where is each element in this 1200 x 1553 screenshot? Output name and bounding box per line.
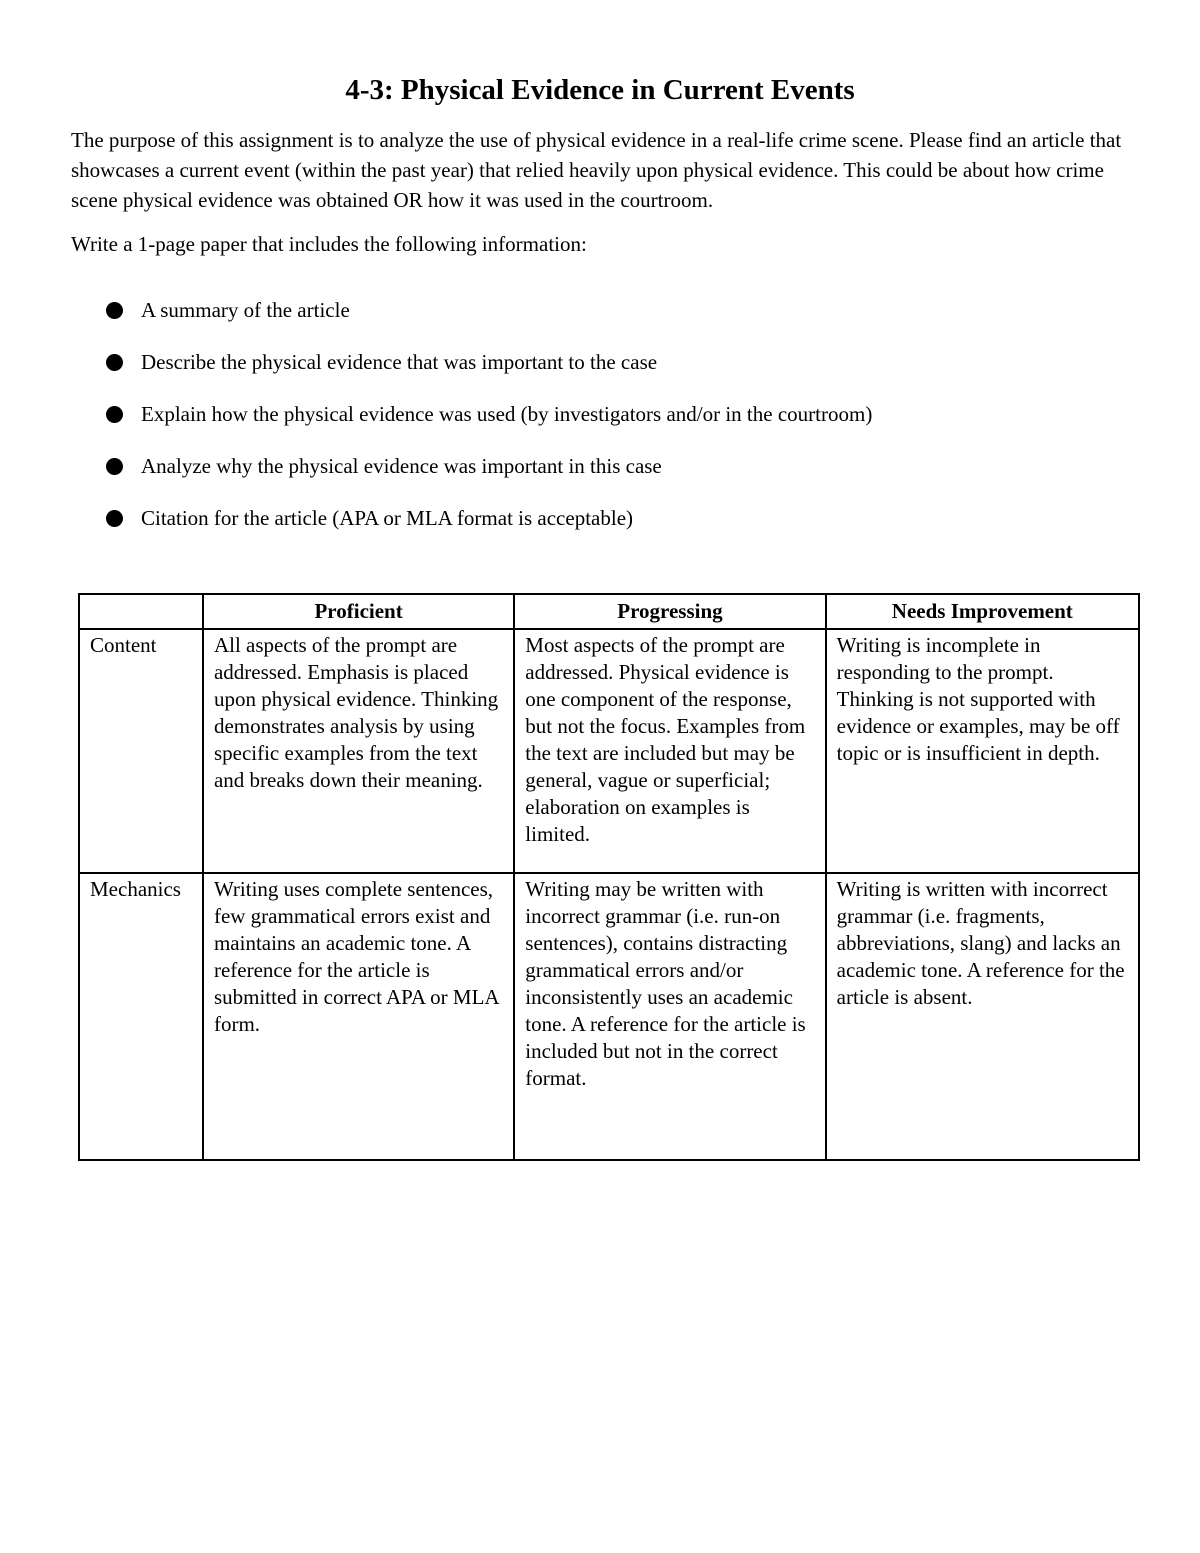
instructions-paragraph: Write a 1-page paper that includes the following information: [71, 232, 587, 256]
list-item [106, 336, 872, 388]
bullet-icon [106, 354, 123, 371]
rubric-level-progressing: Progressing [514, 594, 825, 629]
rubric-cell: Writing uses complete sentences, few grammatical errors exist and maintains an academic tone. A reference for the article is submitted in correct APA or MLA form. [203, 873, 514, 1160]
requirements-list [106, 284, 872, 544]
intro-paragraph: The purpose of this assignment is to analyze the use of physical evidence in a real-life crime scene. Please find an article that showcases a current event (within the past year) that relied heavily upon physical evidence. This could be about how crime scene physical evidence was obtained OR how it was used in the courtroom. [71, 128, 1122, 212]
list-item-text: Citation for the article (APA or MLA format is acceptable) [141, 506, 634, 530]
rubric-cell: Writing may be written with incorrect grammar (i.e. run-on sentences), contains distracting grammatical errors and/or inconsistently uses an academic tone. A reference for the article is included but not in the correct format. [514, 873, 825, 1160]
list-item [106, 440, 872, 492]
list-item [106, 388, 872, 440]
rubric-corner-cell [79, 594, 203, 629]
rubric-criterion-content: Content [79, 629, 203, 873]
rubric-cell: All aspects of the prompt are addressed. Emphasis is placed upon physical evidence. Thinking demonstrates analysis by using specific examples from the text and breaks down their meaning. [203, 629, 514, 873]
table-row [79, 629, 1139, 873]
rubric-criterion-mechanics: Mechanics [79, 873, 203, 1160]
rubric-table [78, 593, 1140, 1161]
list-item [106, 284, 872, 336]
bullet-icon [106, 510, 123, 527]
list-item-text: Analyze why the physical evidence was important in this case [141, 454, 662, 478]
list-item-text: A summary of the article [141, 298, 350, 322]
bullet-icon [106, 302, 123, 319]
rubric-header-row [79, 594, 1139, 629]
list-item [106, 492, 872, 544]
rubric-cell: Writing is incomplete in responding to the prompt. Thinking is not supported with evidence or examples, may be off topic or is insufficient in depth. [826, 629, 1139, 873]
table-row [79, 873, 1139, 1160]
rubric-level-needs-improvement: Needs Improvement [826, 594, 1139, 629]
bullet-icon [106, 458, 123, 475]
list-item-text: Explain how the physical evidence was used (by investigators and/or in the courtroom) [141, 402, 873, 426]
bullet-icon [106, 406, 123, 423]
list-item-text: Describe the physical evidence that was important to the case [141, 350, 658, 374]
page-title: 4-3: Physical Evidence in Current Events [345, 74, 855, 106]
rubric-cell: Writing is written with incorrect grammar (i.e. fragments, abbreviations, slang) and lacks an academic tone. A reference for the article is absent. [826, 873, 1139, 1160]
rubric-cell: Most aspects of the prompt are addressed. Physical evidence is one component of the response, but not the focus. Examples from the text are included but may be general, vague or superficial; elaboration on examples is limited. [514, 629, 825, 873]
rubric-level-proficient: Proficient [203, 594, 514, 629]
